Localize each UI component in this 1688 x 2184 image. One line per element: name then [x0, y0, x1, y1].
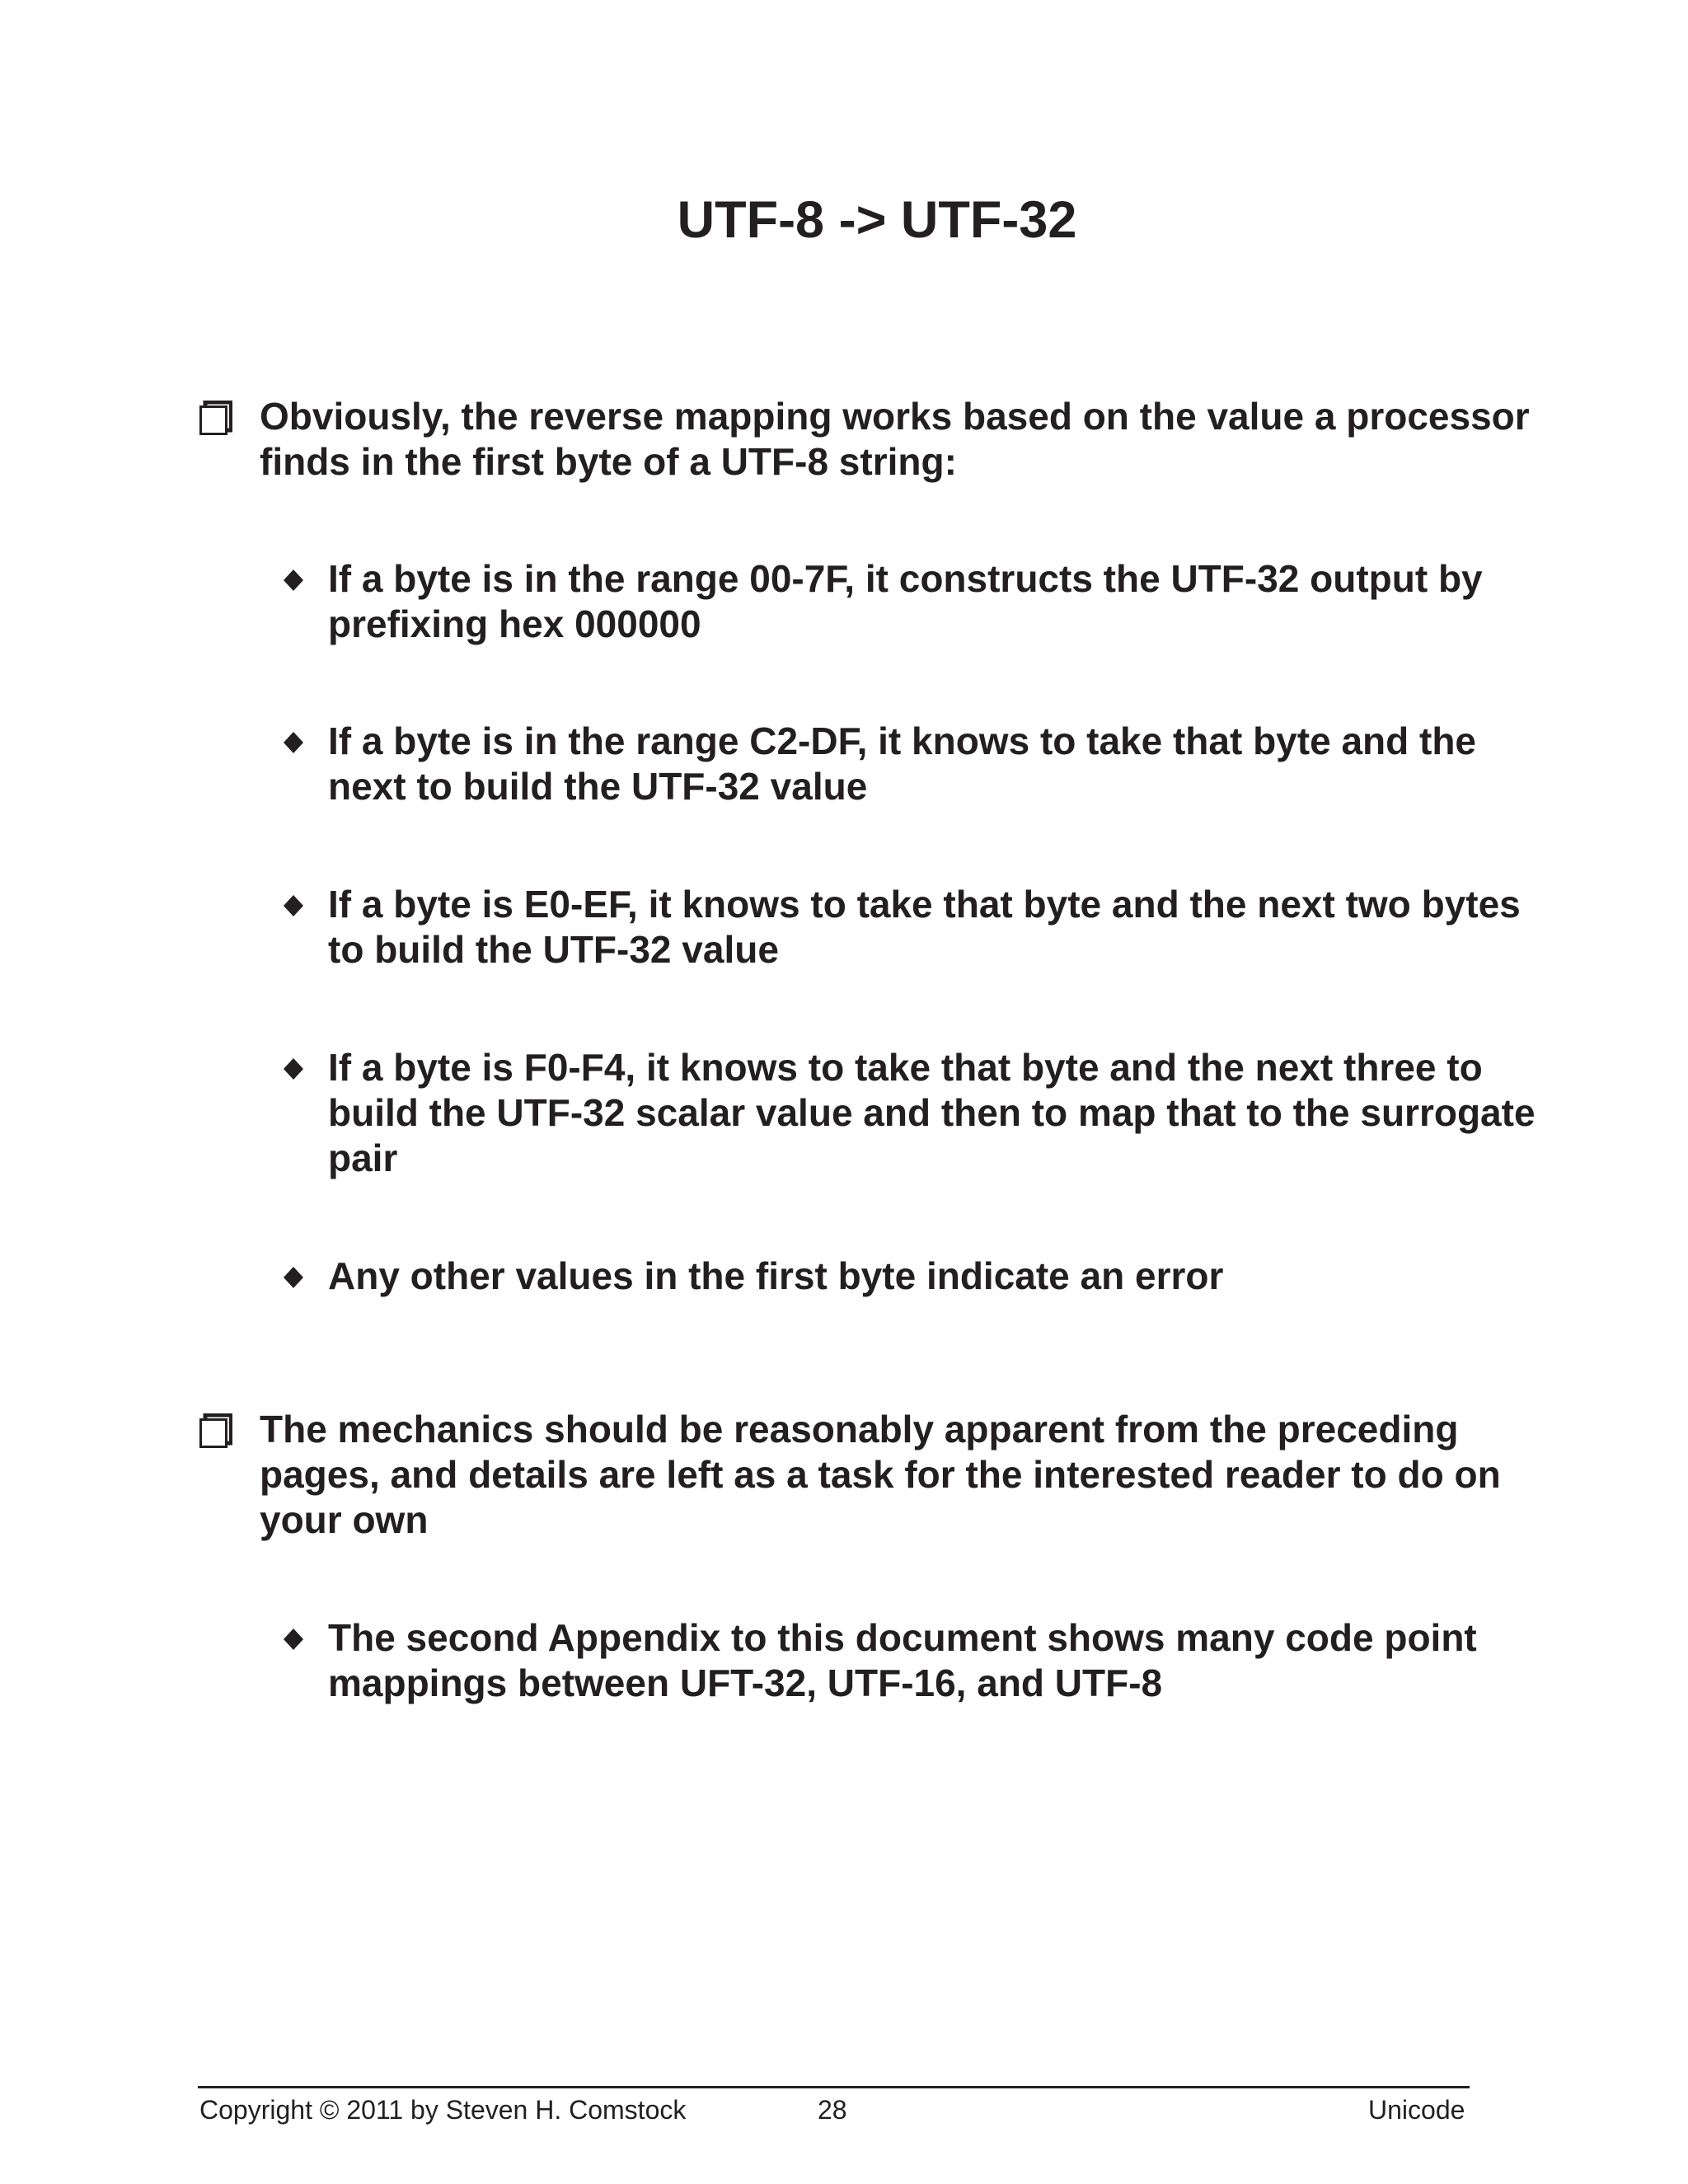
bullet-text: Obviously, the reverse mapping works based on the value a processor finds in the first byte of a UTF-8 string:: [260, 395, 1530, 483]
checkbox-icon: [199, 1413, 232, 1448]
sub-item: [284, 1045, 1557, 1181]
sub-item-text: If a byte is in the range C2-DF, it knows to take that byte and the next to build the UTF-32 value: [328, 719, 1477, 808]
diamond-icon: [284, 1058, 303, 1080]
sub-item-text: If a byte is in the range 00-7F, it constructs the UTF-32 output by prefixing hex 000000: [328, 557, 1483, 645]
diamond-icon: [284, 732, 303, 753]
footer-copyright: Copyright © 2011 by Steven H. Comstock: [199, 2095, 687, 2125]
bullet-text: The mechanics should be reasonably apparent from the preceding pages, and details are left as a task for the interested reader to do on your own: [260, 1408, 1501, 1541]
page-title: UTF-8 -> UTF-32: [677, 191, 1077, 249]
checkbox-icon: [199, 401, 232, 435]
footer-page-number: 28: [818, 2095, 847, 2125]
sub-item-text: If a byte is E0-EF, it knows to take that byte and the next two bytes to build the UTF-32 value: [328, 883, 1521, 971]
sub-item-text: Any other values in the first byte indicate an error: [328, 1254, 1224, 1297]
diamond-icon: [284, 1267, 303, 1288]
diamond-icon: [284, 1629, 303, 1650]
sub-item-text: The second Appendix to this document shows many code point mappings between UFT-32, UTF-16, and UTF-8: [328, 1616, 1477, 1704]
footer-divider: [198, 2086, 1470, 2088]
bullet-1: [199, 394, 1551, 485]
sub-item: [284, 556, 1557, 647]
sub-item: [284, 1254, 1557, 1299]
diamond-icon: [284, 895, 303, 916]
footer-section: Unicode: [1368, 2095, 1465, 2125]
sub-item: [284, 719, 1557, 809]
diamond-icon: [284, 569, 303, 591]
bullet-2: [199, 1407, 1551, 1543]
sub-item: [284, 1615, 1557, 1706]
sub-item: [284, 882, 1557, 972]
sub-item-text: If a byte is F0-F4, it knows to take that byte and the next three to build the UTF-32 scalar value and then to map that to the surrogate pair: [328, 1046, 1536, 1179]
